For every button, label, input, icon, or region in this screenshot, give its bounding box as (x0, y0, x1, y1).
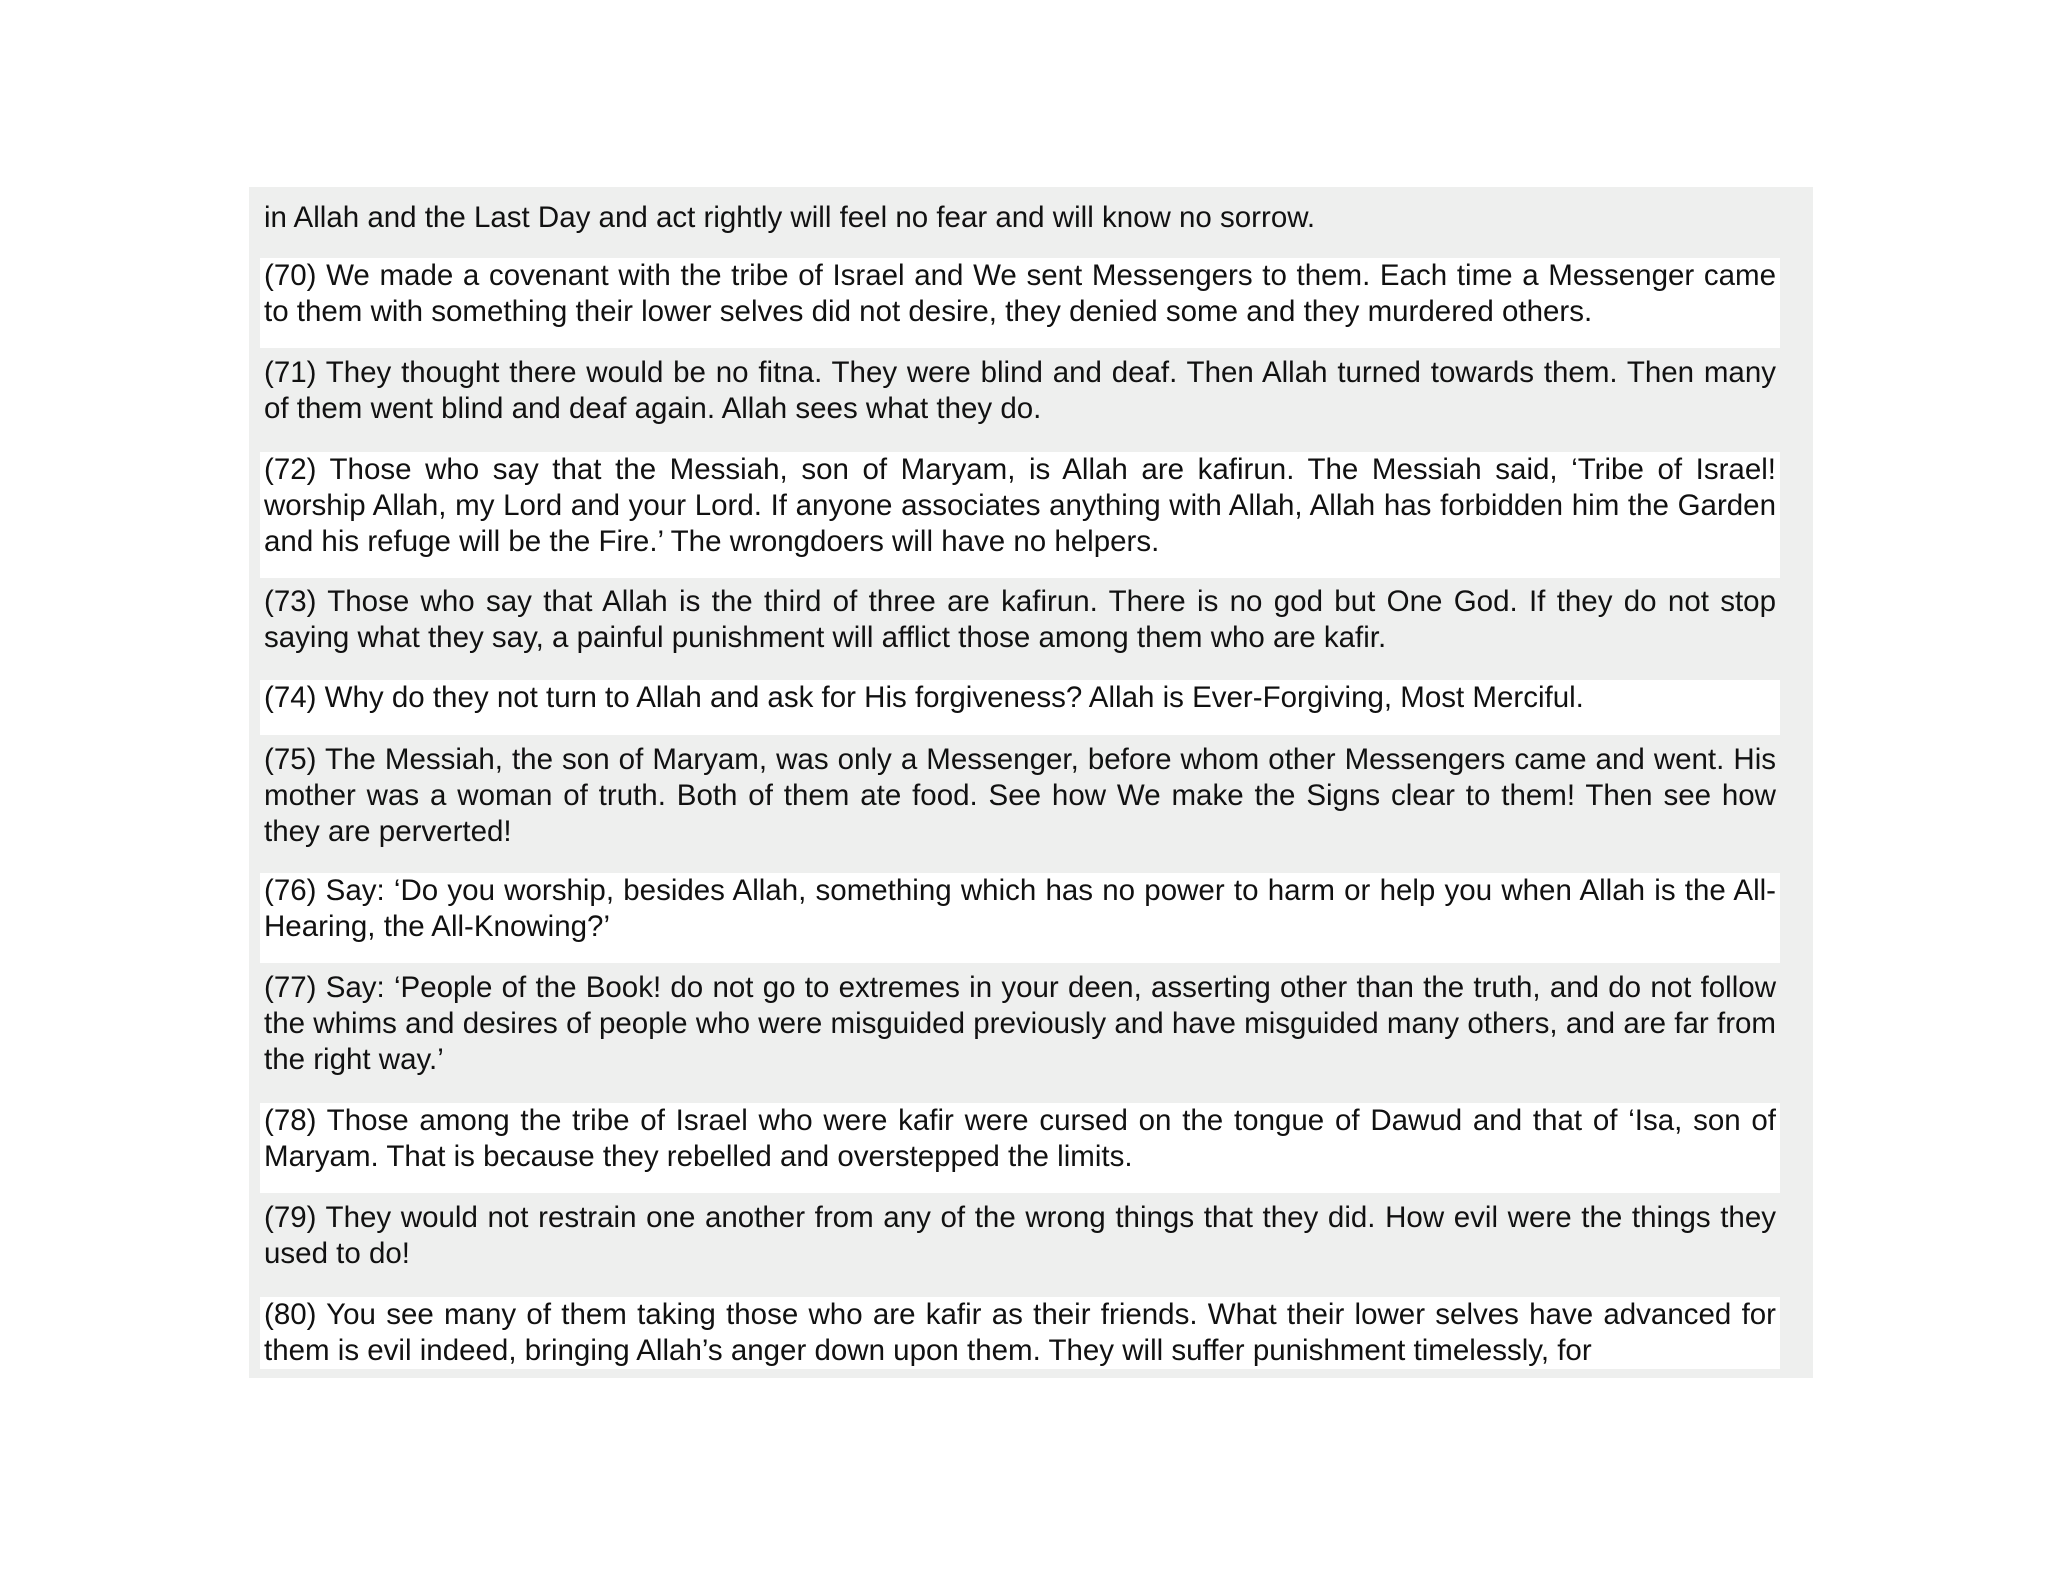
verse-78: (78) Those among the tribe of Israel who were kafir were cursed on the tongue of Dawud and that of ‘Isa, son of Maryam. That is because they rebelled and overstepped the limits. (260, 1103, 1780, 1193)
verse-69-continued: in Allah and the Last Day and act rightly will feel no fear and will know no sorrow. (260, 200, 1780, 240)
document-page (249, 187, 1813, 1378)
verse-80: (80) You see many of them taking those who are kafir as their friends. What their lower selves have advanced for them is evil indeed, bringing Allah’s anger down upon them. They will suffer punishment timelessly, for (260, 1297, 1780, 1369)
verse-74: (74) Why do they not turn to Allah and ask for His forgiveness? Allah is Ever-Forgiving, Most Merciful. (260, 680, 1780, 735)
verse-79: (79) They would not restrain one another from any of the wrong things that they did. How evil were the things they used to do! (260, 1200, 1780, 1280)
verse-72: (72) Those who say that the Messiah, son of Maryam, is Allah are kafirun. The Messiah said, ‘Tribe of Israel! worship Allah, my Lord and your Lord. If anyone associates anything with Allah, Allah has forbidden him the Garden and his refuge will be the Fire.’ The wrongdoers will have no helpers. (260, 452, 1780, 578)
verse-76: (76) Say: ‘Do you worship, besides Allah, something which has no power to harm or help you when Allah is the All-Hearing, the All-Knowing?’ (260, 873, 1780, 963)
verse-70: (70) We made a covenant with the tribe of Israel and We sent Messengers to them. Each time a Messenger came to them with something their lower selves did not desire, they denied some and they murdered others. (260, 258, 1780, 348)
verse-73: (73) Those who say that Allah is the third of three are kafirun. There is no god but One God. If they do not stop saying what they say, a painful punishment will afflict those among them who are kafir. (260, 584, 1780, 664)
verse-71: (71) They thought there would be no fitna. They were blind and deaf. Then Allah turned towards them. Then many of them went blind and deaf again. Allah sees what they do. (260, 355, 1780, 435)
verse-77: (77) Say: ‘People of the Book! do not go to extremes in your deen, asserting other than the truth, and do not follow the whims and desires of people who were misguided previously and have misguided many others, and are far from the right way.’ (260, 970, 1780, 1086)
verse-75: (75) The Messiah, the son of Maryam, was only a Messenger, before whom other Messengers came and went. His mother was a woman of truth. Both of them ate food. See how We make the Signs clear to them! Then see how they are perverted! (260, 742, 1780, 858)
